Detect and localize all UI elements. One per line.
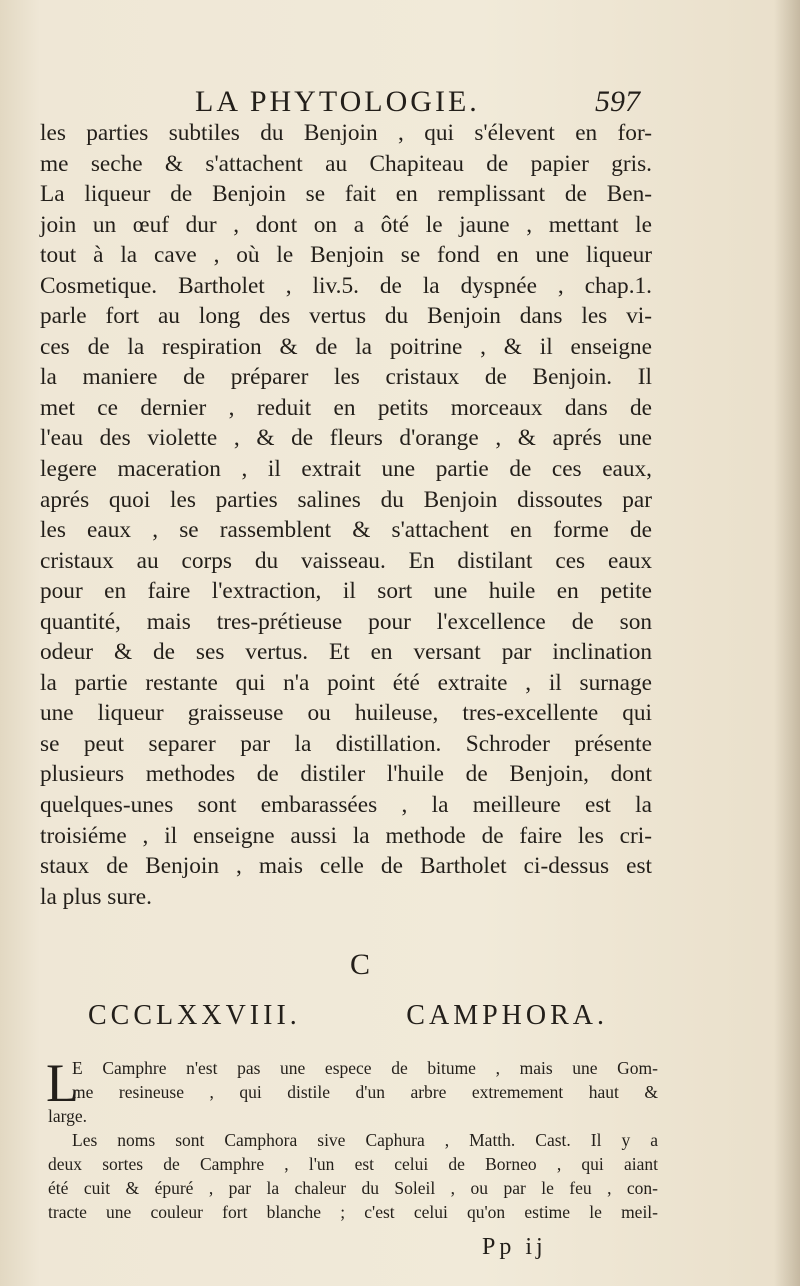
text-line: legere maceration , il extrait une partie de ces eaux, [40,456,652,483]
section-name: CAMPHORA. [406,1000,608,1031]
text-line: deux sortes de Camphre , l'un est celui de Borneo , qui aiant [48,1154,658,1174]
text-line: parle fort au long des vertus du Benjoin dans les vi- [40,303,652,330]
text-line: Cosmetique. Bartholet , liv.5. de la dyspnée , chap.1. [40,272,652,299]
section-letter: C [349,948,370,981]
page-number: 597 [595,85,640,118]
text-line: odeur & de ses vertus. Et en versant par inclination [40,639,652,666]
section-number: CCCLXXVIII. [88,1000,301,1031]
text-line: les parties subtiles du Benjoin , qui s'élevent en for- [40,120,652,146]
text-line: la partie restante qui n'a point été extraite , il surnage [40,669,652,696]
text-line: aprés quoi les parties salines du Benjoin dissoutes par [40,486,652,513]
text-line: Les noms sont Camphora sive Caphura , Matth. Cast. Il y a [72,1130,658,1150]
drop-cap: L [46,1053,79,1113]
text-line: me resineuse , qui distile d'un arbre extremement haut & [72,1082,658,1102]
text-line: la maniere de préparer les cristaux de Benjoin. Il [40,364,652,391]
text-line: pour en faire l'extraction, il sort une huile en petite [40,578,652,605]
text-line: troisiéme , il enseigne aussi la methode de faire les cri- [40,822,652,849]
text-line: une liqueur graisseuse ou huileuse, tres-excellente qui [40,700,652,727]
text-line: join un œuf dur , dont on a ôté le jaune , mettant le [40,211,652,238]
body-text [40,118,652,912]
text-line: la plus sure. [40,883,152,910]
page-gutter-shadow [774,0,800,1286]
text-line: ces de la respiration & de la poitrine , & il enseigne [40,333,652,360]
text-line: La liqueur de Benjoin se fait en remplissant de Ben- [40,181,652,208]
text-line: tout à la cave , où le Benjoin se fond en une liqueur [40,242,652,269]
text-line: cristaux au corps du vaisseau. En distilant ces eaux [40,547,652,574]
text-line: quantité, mais tres-prétieuse pour l'excellence de son [40,608,652,635]
text-line: tracte une couleur fort blanche ; c'est celui qu'on estime le meil- [48,1202,658,1222]
text-line: se peut separer par la distillation. Schroder présente [40,730,652,757]
text-line: large. [48,1106,88,1126]
running-title: LA PHYTOLOGIE. [195,85,480,118]
text-line: me seche & s'attachent au Chapiteau de papier gris. [40,150,652,177]
section-heading [88,1000,608,1032]
text-line: staux de Benjoin , mais celle de Bartholet ci-dessus est [40,853,652,880]
signature-mark: Pp ij [482,1234,547,1260]
text-line: E Camphre n'est pas une espece de bitume , mais une Gom- [72,1058,658,1078]
text-line: les eaux , se rassemblent & s'attachent en forme de [40,517,652,544]
text-line: été cuit & épuré , par la chaleur du Soleil , ou par le feu , con- [48,1178,658,1198]
text-line: plusieurs methodes de distiler l'huile de Benjoin, dont [40,761,652,788]
text-line: quelques-unes sont embarassées , la meilleure est la [40,792,652,819]
text-line: l'eau des violette , & de fleurs d'orange , & aprés une [40,425,652,452]
entry-text [46,1053,658,1224]
text-line: met ce dernier , reduit en petits morceaux dans de [40,394,652,421]
